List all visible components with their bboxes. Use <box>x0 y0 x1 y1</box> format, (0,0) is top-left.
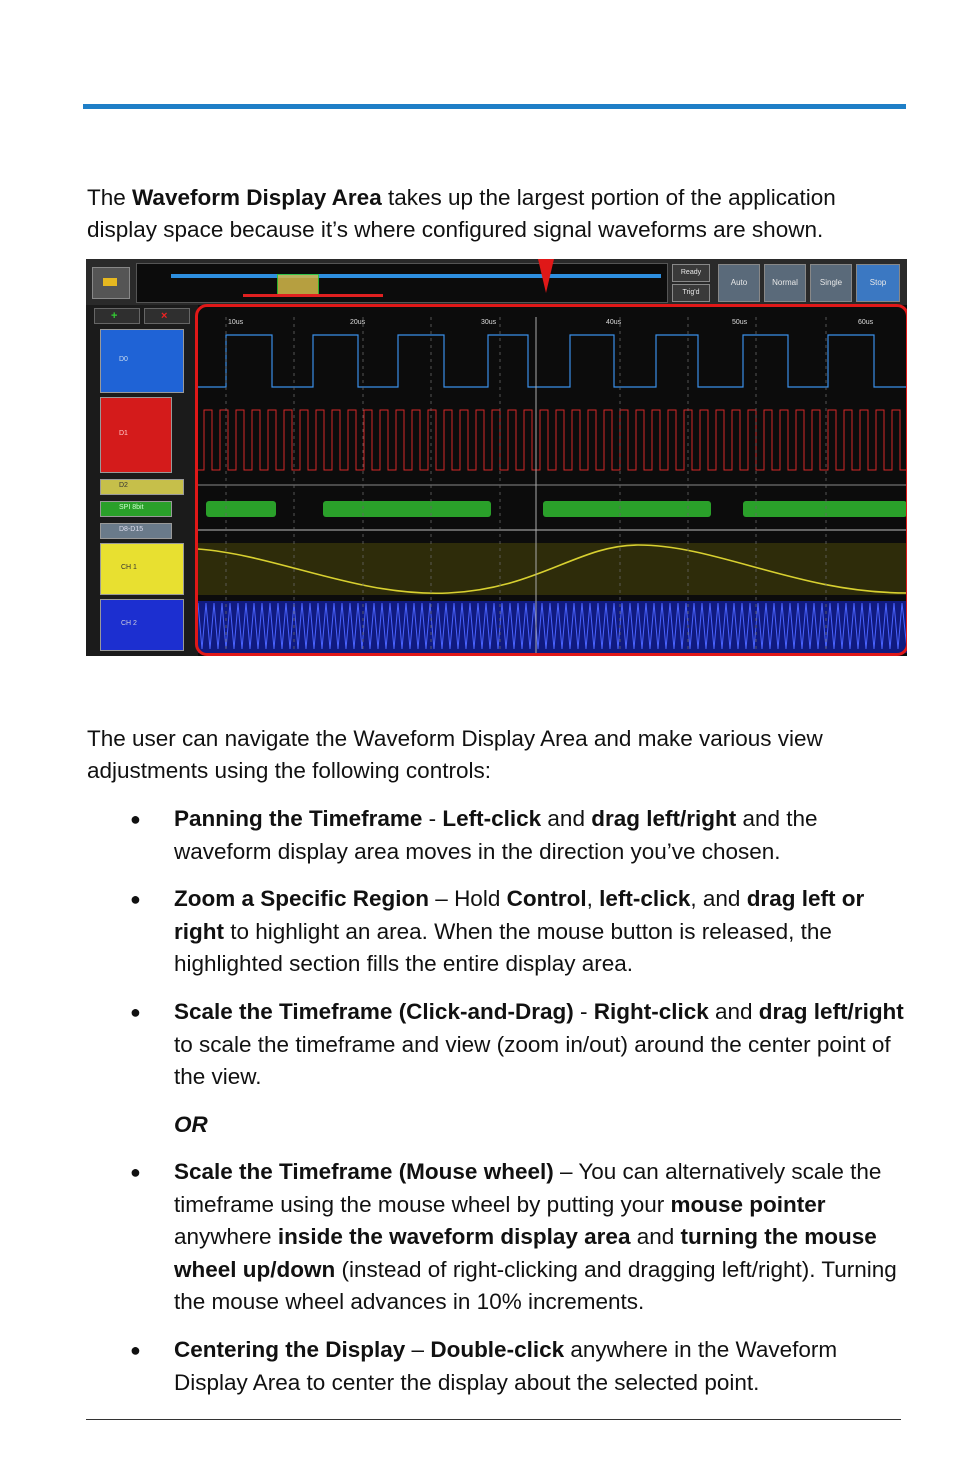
or-separator: OR <box>174 1112 208 1137</box>
bullet-scale-wheel: ● Scale the Timeframe (Mouse wheel) – You can alternatively scale the timeframe using the mouse wheel by putting your mouse pointer anywhere inside the waveform display area and turning the mouse wheel up/down (instead of right-clicking and dragging left/right). Turning the mouse wheel advances in 10% increments. <box>174 1156 904 1319</box>
bullet-icon: ● <box>130 1162 141 1182</box>
overview-selection[interactable] <box>277 274 319 296</box>
bullet-icon: ● <box>130 1002 141 1022</box>
highlight-frame <box>195 304 907 656</box>
add-channel-button[interactable] <box>94 308 140 324</box>
bullet-zoom-region: ● Zoom a Specific Region – Hold Control, left-click, and drag left or right to highlight an area. When the mouse button is released, the highlighted section fills the entire display area. <box>174 883 904 981</box>
navigation-intro: The user can navigate the Waveform Display Area and make various view adjustments using the following controls: <box>87 726 823 783</box>
center-marker-icon <box>538 259 554 293</box>
time-tick-label: 60us <box>858 319 874 326</box>
footer-rule <box>86 1419 901 1420</box>
normal-button[interactable]: Normal <box>764 264 806 302</box>
auto-button[interactable]: Auto <box>718 264 760 302</box>
minus-icon: × <box>161 310 168 322</box>
channel-ch2-label[interactable]: CH 2 <box>100 599 184 651</box>
channel-d1-label[interactable]: D1 <box>100 397 172 473</box>
ready-indicator: Ready <box>672 264 710 282</box>
remove-channel-button[interactable] <box>144 308 190 324</box>
bullet-icon: ● <box>130 889 141 909</box>
overview-timeline[interactable] <box>136 263 668 303</box>
time-tick-label: 40us <box>606 319 622 326</box>
channel-ch1-label[interactable]: CH 1 <box>100 543 184 595</box>
intro-paragraph: The Waveform Display Area takes up the largest portion of the application display space because it’s where configured signal waveforms are shown. <box>87 185 836 242</box>
header-rule <box>83 104 906 109</box>
bullet-icon: ● <box>130 1340 141 1360</box>
time-tick-label: 30us <box>481 319 497 326</box>
stop-button[interactable]: Stop <box>856 264 900 302</box>
plus-icon: + <box>111 310 118 322</box>
trigd-indicator: Trig'd <box>672 284 710 302</box>
channel-d2-label[interactable]: D2 <box>100 479 184 495</box>
bullet-scale-drag: ● Scale the Timeframe (Click-and-Drag) - Right-click and drag left/right to scale the timeframe and view (zoom in/out) around the center point of the view. <box>174 996 904 1094</box>
channel-d0-label[interactable]: D0 <box>100 329 184 393</box>
single-button[interactable]: Single <box>810 264 852 302</box>
channel-bus-label[interactable]: D8-D15 <box>100 523 172 539</box>
time-tick-label: 50us <box>732 319 748 326</box>
time-tick-label: 20us <box>350 319 366 326</box>
channel-spi-label[interactable]: SPI 8bit <box>100 501 172 517</box>
bullet-centering: ● Centering the Display – Double-click anywhere in the Waveform Display Area to center the display about the selected point. <box>174 1334 904 1399</box>
waveform-screenshot <box>86 259 907 656</box>
bullet-panning: ● Panning the Timeframe - Left-click and drag left/right and the waveform display area moves in the direction you’ve chosen. <box>174 803 904 868</box>
menu-icon[interactable] <box>92 267 130 299</box>
bullet-icon: ● <box>130 809 141 829</box>
time-tick-label: 10us <box>228 319 244 326</box>
